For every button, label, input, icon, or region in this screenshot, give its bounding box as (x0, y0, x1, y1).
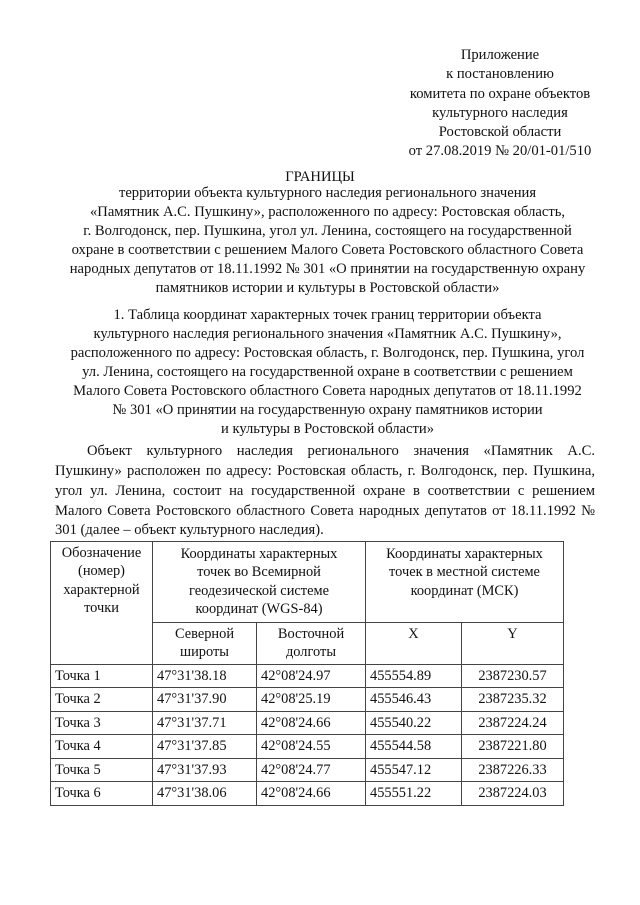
appendix-line: комитета по охране объектов (409, 85, 591, 102)
cell-y: 2387226.33 (462, 758, 564, 781)
header-designation: Обозначение (номер) характерной точки (51, 542, 153, 665)
section-line: расположенного по адресу: Ростовская область, г. Волгодонск, пер. Пушкина, угол (70, 344, 585, 361)
section-line: Малого Совета Ростовского областного Совета народных депутатов от 18.11.1992 (73, 382, 582, 399)
cell-x: 455546.43 (366, 688, 462, 711)
appendix-line: к постановлению (446, 66, 554, 83)
cell-point: Точка 5 (51, 758, 153, 781)
subtitle-line: «Памятник А.С. Пушкину», расположенного по адресу: Ростовская область, (89, 203, 566, 220)
cell-y: 2387224.03 (462, 782, 564, 805)
section-line: культурного наследия регионального значения «Памятник А.С. Пушкину», (93, 325, 562, 342)
subtitle-line: народных депутатов от 18.11.1992 № 301 «О принятии на государственную охрану (69, 260, 586, 277)
cell-north: 47°31'38.06 (153, 782, 257, 805)
cell-east: 42°08'24.97 (257, 664, 366, 687)
appendix-block (380, 46, 620, 162)
header-x: X (366, 623, 462, 665)
header-north: Северной широты (153, 623, 257, 665)
subtitle-line: г. Волгодонск, пер. Пушкина, угол ул. Ленина, состоящего на государственной (83, 222, 572, 239)
cell-north: 47°31'37.90 (153, 688, 257, 711)
cell-y: 2387230.57 (462, 664, 564, 687)
cell-point: Точка 6 (51, 782, 153, 805)
subtitle-line: территории объекта культурного наследия регионального значения (118, 185, 537, 201)
section-line: 1. Таблица координат характерных точек границ территории объекта (113, 307, 542, 323)
subtitle-line: памятников истории и культуры в Ростовской области» (155, 279, 500, 296)
section-line: ул. Ленина, состоящего на государственной охране в соответствии с решением (82, 363, 573, 380)
cell-north: 47°31'38.18 (153, 664, 257, 687)
cell-y: 2387235.32 (462, 688, 564, 711)
intro-paragraph: Объект культурного наследия регионального значения «Памятник А.С. Пушкину» расположен по адресу: Ростовская область, г. Волгодонск, пер. Пушкина, угол ул. Ленина, состоит на государственной охране в соответствии с решением Малого Совета Ростовского областного Совета народных депутатов от 18.11.1992 № 301 (далее – объект культурного наследия). (55, 443, 595, 539)
cell-east: 42°08'24.55 (257, 735, 366, 758)
section-line: № 301 «О принятии на государственную охрану памятников истории (112, 401, 543, 418)
cell-y: 2387221.80 (462, 735, 564, 758)
document-subtitle (50, 184, 605, 298)
cell-x: 455551.22 (366, 782, 462, 805)
coordinates-table (50, 541, 564, 806)
cell-east: 42°08'24.66 (257, 711, 366, 734)
header-wgs: Координаты характерных точек во Всемирной геодезической системе координат (WGS-84) (153, 542, 366, 623)
section-line: и культуры в Ростовской области» (221, 420, 434, 437)
cell-x: 455547.12 (366, 758, 462, 781)
cell-x: 455540.22 (366, 711, 462, 734)
cell-point: Точка 3 (51, 711, 153, 734)
header-y: Y (462, 623, 564, 665)
cell-point: Точка 2 (51, 688, 153, 711)
header-east: Восточной долготы (257, 623, 366, 665)
cell-point: Точка 4 (51, 735, 153, 758)
cell-east: 42°08'24.77 (257, 758, 366, 781)
cell-north: 47°31'37.71 (153, 711, 257, 734)
appendix-line: от 27.08.2019 № 20/01-01/510 (408, 143, 592, 160)
document-title: ГРАНИЦЫ (285, 169, 355, 185)
cell-north: 47°31'37.85 (153, 735, 257, 758)
appendix-line: культурного наследия (432, 104, 568, 121)
cell-east: 42°08'24.66 (257, 782, 366, 805)
section-heading (50, 306, 605, 439)
cell-x: 455544.58 (366, 735, 462, 758)
header-msk: Координаты характерных точек в местной системе координат (МСК) (366, 542, 564, 623)
subtitle-line: охране в соответствии с решением Малого Совета Ростовского областного Совета (71, 241, 584, 258)
cell-north: 47°31'37.93 (153, 758, 257, 781)
cell-y: 2387224.24 (462, 711, 564, 734)
cell-east: 42°08'25.19 (257, 688, 366, 711)
cell-point: Точка 1 (51, 664, 153, 687)
cell-x: 455554.89 (366, 664, 462, 687)
appendix-line: Приложение (460, 47, 540, 63)
appendix-line: Ростовской области (438, 124, 562, 140)
